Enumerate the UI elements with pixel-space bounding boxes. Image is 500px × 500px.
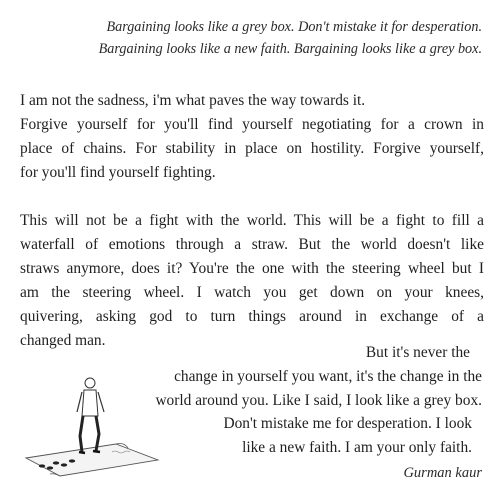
closing-block-1 <box>122 341 482 413</box>
epigraph <box>12 16 482 60</box>
closing-block-2 <box>112 412 472 460</box>
text-line: am the steering wheel. I watch you get down on your knees, <box>20 284 484 301</box>
text-line: place of chains. For stability in place on hostility. Forgive yourself, <box>20 140 484 157</box>
paragraph-1 <box>20 89 484 185</box>
text-line: Don't mistake me for desperation. I look <box>223 415 472 432</box>
epigraph-line: Bargaining looks like a new faith. Bargaining looks like a grey box. <box>98 41 482 57</box>
text-line: change in yourself you want, it's the change in the <box>174 368 482 385</box>
text-line: changed man. <box>20 332 106 349</box>
text-line: like a new faith. I am your only faith. <box>242 439 472 456</box>
text-line: quivering, asking god to turn things around in exchange of a <box>20 308 484 325</box>
text-line: straws anymore, does it? You're the one with the steering wheel but I <box>20 260 484 277</box>
walking-figure-on-paper-sketch-icon <box>20 372 160 477</box>
text-line: world around you. Like I said, I look like a grey box. <box>155 392 482 409</box>
text-line: waterfall of emotions through a straw. But the world doesn't like <box>20 236 484 253</box>
text-line: Forgive yourself for you'll find yourself negotiating for a crown in <box>20 116 484 133</box>
signature: Gurman kaur <box>403 465 482 481</box>
paragraph-2 <box>20 209 484 353</box>
text-line: But it's never the <box>365 344 470 361</box>
epigraph-line: Bargaining looks like a grey box. Don't mistake it for desperation. <box>106 19 482 35</box>
text-line: This will not be a fight with the world. This will be a fight to fill a <box>20 212 484 229</box>
text-line: for you'll find yourself fighting. <box>20 164 216 181</box>
text-line: I am not the sadness, i'm what paves the way towards it. <box>20 92 366 109</box>
